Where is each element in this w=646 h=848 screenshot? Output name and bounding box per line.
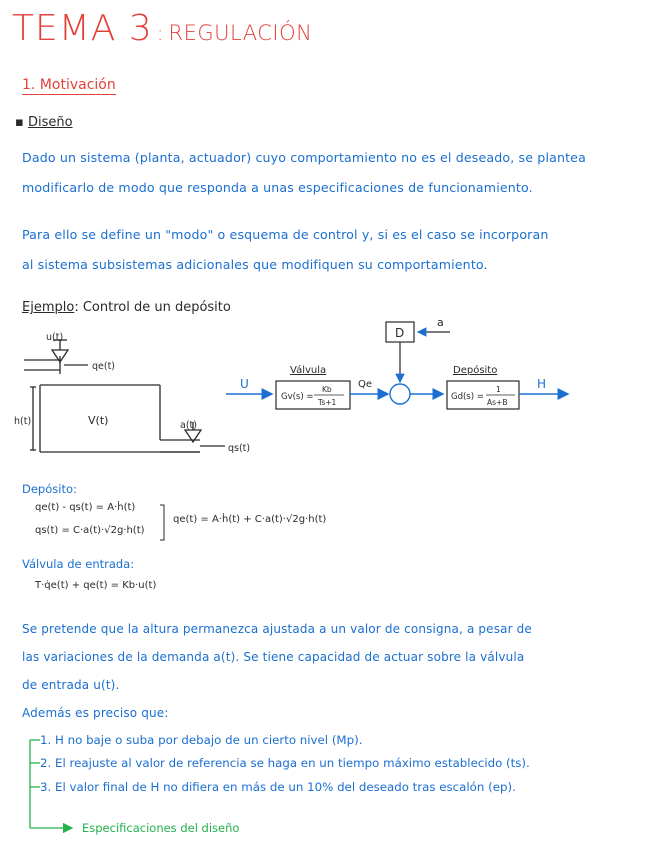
valve-num: Kb	[322, 385, 332, 394]
paragraph-3b: las variaciones de la demanda a(t). Se tiene capacidad de actuar sobre la válvula	[22, 650, 525, 664]
deposito-eq2: qs(t) = C·a(t)·√2g·h(t)	[35, 525, 145, 536]
deposito-eq3: qe(t) = A·ḣ(t) + C·a(t)·√2g·h(t)	[173, 514, 327, 525]
label-Qe: Qe	[358, 379, 373, 390]
equation-brace	[160, 505, 164, 540]
valvula-label: Válvula de entrada:	[22, 557, 135, 571]
paragraph-2b: al sistema subsistemas adicionales que modifiquen su comportamiento.	[22, 257, 488, 272]
valve-den: Ts+1	[318, 398, 337, 407]
example-label: Ejemplo	[22, 300, 75, 315]
block-diagram	[226, 316, 568, 409]
tank-h-label: h(t)	[14, 416, 32, 427]
valve-tf-label: Gv(s) =	[281, 392, 314, 402]
paragraph-1b: modificarlo de modo que responda a unas especificaciones de funcionamiento.	[22, 180, 533, 195]
section-heading: 1. Motivación	[22, 77, 116, 93]
tank-qs-label: qs(t)	[228, 443, 251, 454]
sum-junction	[390, 384, 410, 404]
tank-V-label: V(t)	[88, 414, 109, 427]
tank-qe-label: qe(t)	[92, 361, 116, 372]
label-U: U	[240, 377, 249, 391]
tank-a-label: a(t)	[180, 420, 197, 431]
list-item: 1. H no baje o suba por debajo de un cierto nivel (Mp).	[40, 733, 363, 747]
tank-num: 1	[496, 385, 501, 394]
tank-tf-label: Gd(s) =	[451, 392, 484, 402]
tank-block-label: Depósito	[453, 365, 498, 376]
tank-u-label: u(t)	[46, 332, 64, 343]
paragraph-3c: de entrada u(t).	[22, 678, 120, 692]
deposito-eq1: qe(t) - qs(t) = A·ḣ(t)	[35, 502, 136, 513]
label-H: H	[537, 377, 547, 391]
disturbance-label: D	[395, 326, 405, 340]
label-a: a	[437, 316, 444, 329]
subsection-label: Diseño	[27, 115, 73, 130]
list-item: 2. El reajuste al valor de referencia se haga en un tiempo máximo establecido (ts).	[40, 756, 530, 770]
paragraph-2a: Para ello se define un "modo" o esquema de control y, si es el caso se incorporan	[22, 227, 549, 242]
title-sub: REGULACIÓN	[168, 21, 313, 45]
title-colon: :	[156, 21, 165, 45]
list-item: 3. El valor final de H no difiera en más de un 10% del deseado tras escalón (ep).	[40, 780, 516, 794]
specs-footer: Especificaciones del diseño	[82, 821, 240, 835]
paragraph-1a: Dado un sistema (planta, actuador) cuyo comportamiento no es el deseado, se plantea	[22, 150, 586, 165]
subsection-heading: ▪ Diseño	[15, 115, 73, 130]
tank-den: As+B	[487, 398, 508, 407]
paragraph-3d: Además es preciso que:	[22, 706, 169, 720]
valvula-eq: T·q̇e(t) + qe(t) = Kb·u(t)	[35, 580, 157, 591]
deposito-label: Depósito:	[22, 482, 77, 496]
valve-label: Válvula	[290, 365, 327, 376]
title-main: TEMA 3	[12, 8, 153, 49]
example-text: : Control de un depósito	[74, 300, 231, 315]
tank-drawing	[24, 340, 225, 452]
paragraph-3a: Se pretende que la altura permanezca ajustada a un valor de consigna, a pesar de	[22, 622, 532, 636]
